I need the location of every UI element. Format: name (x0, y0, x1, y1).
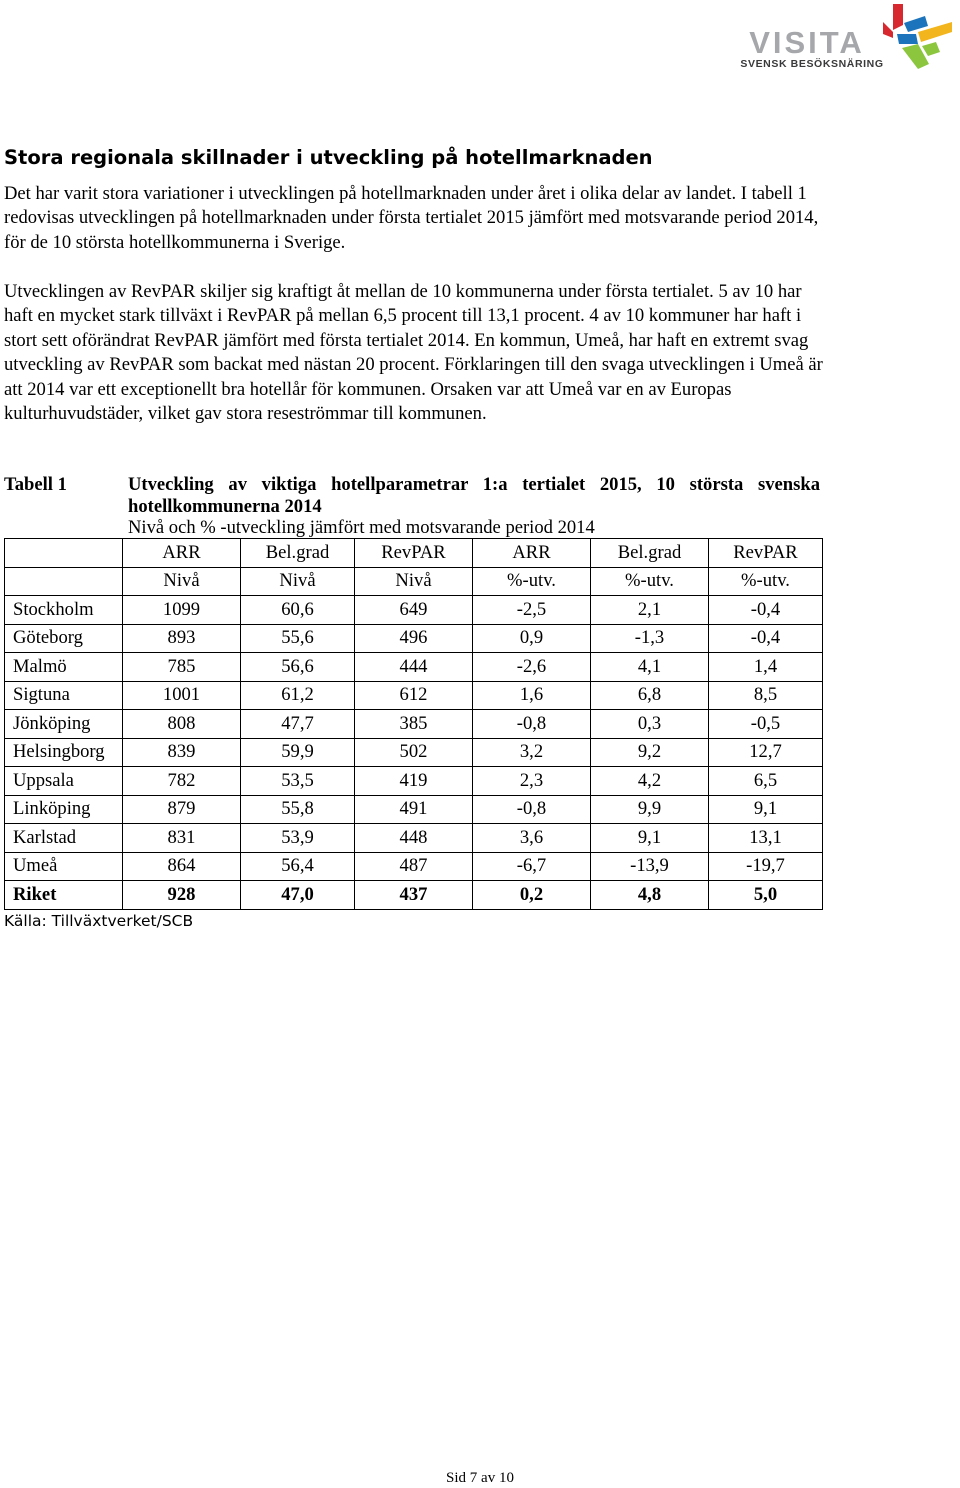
table-cell: 61,2 (241, 681, 355, 710)
row-label-cell: Uppsala (5, 767, 123, 796)
logo-tagline: SVENSK BESÖKSNÄRING (740, 58, 884, 70)
table-cell: 2,1 (591, 596, 709, 625)
table-cell: 12,7 (709, 738, 823, 767)
row-label-cell: Helsingborg (5, 738, 123, 767)
table-cell: 9,9 (591, 795, 709, 824)
paragraph-intro: Det har varit stora variationer i utvecklingen på hotellmarknaden under året i olika delar av landet. I tabell 1 redovisas utvecklingen på hotellmarknaden under första tertialet 2015 jämfört med motsvarande period 2014, för de 10 största hotellkommunerna i Sverige. (4, 183, 819, 253)
table-cell: RevPAR (709, 539, 823, 568)
table-cell: 649 (355, 596, 473, 625)
table-cell: 808 (123, 710, 241, 739)
table-row (5, 710, 823, 739)
table-cell: 4,1 (591, 653, 709, 682)
table-cell: 6,5 (709, 767, 823, 796)
table-cell: 56,4 (241, 852, 355, 881)
table-cell: -0,4 (709, 596, 823, 625)
table-cell: -2,5 (473, 596, 591, 625)
table-cell: ARR (473, 539, 591, 568)
table-cell: 487 (355, 852, 473, 881)
table-cell: Bel.grad (591, 539, 709, 568)
table-row (5, 596, 823, 625)
table-cell: 6,8 (591, 681, 709, 710)
table-cell: 3,6 (473, 824, 591, 853)
table-row (5, 824, 823, 853)
table-cell: 3,2 (473, 738, 591, 767)
table-cell: 385 (355, 710, 473, 739)
table-cell: 47,7 (241, 710, 355, 739)
table-subtitle: Nivå och % -utveckling jämfört med motsvarande period 2014 (128, 517, 595, 538)
table-cell: 0,9 (473, 624, 591, 653)
table-cell: 9,2 (591, 738, 709, 767)
row-label-cell: Umeå (5, 852, 123, 881)
row-label-cell: Jönköping (5, 710, 123, 739)
table-cell: Nivå (123, 567, 241, 596)
table-cell: RevPAR (355, 539, 473, 568)
hotel-data-table (4, 538, 823, 910)
table-cell: -19,7 (709, 852, 823, 881)
paragraph-revpar: Utvecklingen av RevPAR skiljer sig kraftigt åt mellan de 10 kommunerna under första tertialet. 5 av 10 har haft en mycket stark tillväxt i RevPAR på mellan 6,5 procent till 13,1 procent. 4 av 10 kommuner har haft i stort sett oförändrat RevPAR jämfört med första tertialet 2014. En kommun, Umeå, har haft en extremt svag utveckling av RevPAR som backat med nästan 20 procent. Förklaringen till den svaga utvecklingen i Umeå är att 2014 var ett exceptionellt bra hotellår för kommunen. Orsaken var att Umeå var en av Europas kulturhuvudstäder, vilket gav stora reseströmmar till kommunen. (4, 281, 823, 425)
table-cell: 8,5 (709, 681, 823, 710)
visita-logo (722, 4, 954, 70)
table-cell: -2,6 (473, 653, 591, 682)
table-cell: -0,5 (709, 710, 823, 739)
table-cell: 0,2 (473, 881, 591, 910)
table-cell: 502 (355, 738, 473, 767)
table-cell: 55,6 (241, 624, 355, 653)
row-label-cell (5, 567, 123, 596)
table-row (5, 738, 823, 767)
table-cell: 9,1 (591, 824, 709, 853)
table-cell: 1,4 (709, 653, 823, 682)
table-cell: 448 (355, 824, 473, 853)
table-cell: 612 (355, 681, 473, 710)
page-number: Sid 7 av 10 (446, 1470, 514, 1486)
table-header-row (5, 539, 823, 568)
table-cell: 928 (123, 881, 241, 910)
table-cell: 893 (123, 624, 241, 653)
table-cell: 56,6 (241, 653, 355, 682)
row-label-cell: Linköping (5, 795, 123, 824)
table-title: Utveckling av viktiga hotellparametrar 1:a tertialet 2015, 10 största svenska hotellkommunerna 2014 (128, 474, 820, 517)
table-cell: 1001 (123, 681, 241, 710)
table-cell: 491 (355, 795, 473, 824)
table-cell: 13,1 (709, 824, 823, 853)
row-label-cell: Karlstad (5, 824, 123, 853)
table-row (5, 795, 823, 824)
table-label: Tabell 1 (4, 474, 67, 495)
table-cell: 59,9 (241, 738, 355, 767)
table-cell: 47,0 (241, 881, 355, 910)
table-row (5, 624, 823, 653)
table-cell: -0,8 (473, 795, 591, 824)
row-label-cell: Riket (5, 881, 123, 910)
table-cell: Bel.grad (241, 539, 355, 568)
table-cell: %-utv. (591, 567, 709, 596)
table-cell: 782 (123, 767, 241, 796)
table-cell: 839 (123, 738, 241, 767)
table-cell: 1099 (123, 596, 241, 625)
row-label-cell: Sigtuna (5, 681, 123, 710)
table-source: Källa: Tillväxtverket/SCB (4, 912, 194, 930)
table-cell: -0,8 (473, 710, 591, 739)
table-cell: 864 (123, 852, 241, 881)
table-cell: 4,8 (591, 881, 709, 910)
logo-wordmark: VISITA (749, 25, 865, 60)
table-cell: 437 (355, 881, 473, 910)
table-header-row (5, 567, 823, 596)
table-cell: 444 (355, 653, 473, 682)
table-cell: 9,1 (709, 795, 823, 824)
table-cell: 1,6 (473, 681, 591, 710)
table-cell: Nivå (241, 567, 355, 596)
table-cell: -1,3 (591, 624, 709, 653)
table-cell: 2,3 (473, 767, 591, 796)
table-cell: -13,9 (591, 852, 709, 881)
table-cell: -0,4 (709, 624, 823, 653)
table-cell: -6,7 (473, 852, 591, 881)
row-label-cell: Stockholm (5, 596, 123, 625)
table-row (5, 767, 823, 796)
table-cell: 831 (123, 824, 241, 853)
table-cell: 60,6 (241, 596, 355, 625)
section-heading: Stora regionala skillnader i utveckling på hotellmarknaden (4, 146, 653, 169)
row-label-cell: Göteborg (5, 624, 123, 653)
table-cell: 5,0 (709, 881, 823, 910)
table-cell: 879 (123, 795, 241, 824)
table-row (5, 852, 823, 881)
table-cell: 53,5 (241, 767, 355, 796)
table-cell: 0,3 (591, 710, 709, 739)
table-cell: %-utv. (709, 567, 823, 596)
table-total-row (5, 881, 823, 910)
row-label-cell: Malmö (5, 653, 123, 682)
table-cell: ARR (123, 539, 241, 568)
table-cell: 419 (355, 767, 473, 796)
table-row (5, 681, 823, 710)
table-cell: 4,2 (591, 767, 709, 796)
table-cell: %-utv. (473, 567, 591, 596)
table-cell: Nivå (355, 567, 473, 596)
row-label-cell (5, 539, 123, 568)
table-cell: 785 (123, 653, 241, 682)
table-row (5, 653, 823, 682)
table-cell: 55,8 (241, 795, 355, 824)
table-cell: 496 (355, 624, 473, 653)
table-cell: 53,9 (241, 824, 355, 853)
